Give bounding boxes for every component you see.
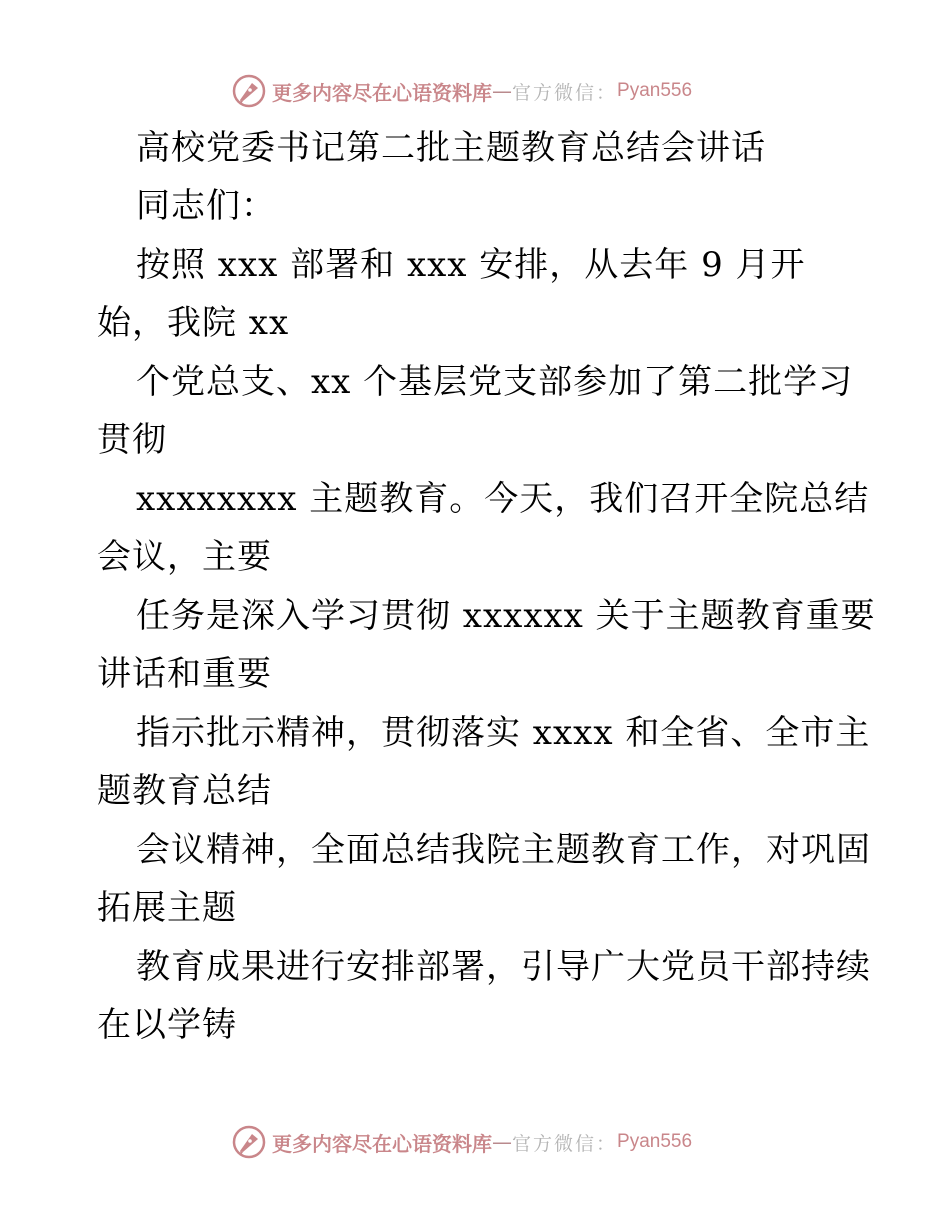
paragraph-line: 按照 xxx 部署和 xxx 安排，从去年 9 月开 (136, 245, 806, 285)
paragraph-line: 会议精神，全面总结我院主题教育工作，对巩固 (136, 830, 871, 870)
header-watermark (232, 74, 692, 108)
watermark-wechat-label: 官方微信： (512, 81, 618, 104)
watermark-wechat-id: Pyan556 (617, 1131, 693, 1152)
paragraph-line: 始，我院 xx (97, 303, 290, 343)
paragraph-line: 题教育总结 (97, 771, 272, 811)
paragraph-line: 任务是深入学习贯彻 xxxxxx 关于主题教育重要 (136, 596, 876, 636)
paragraph-line: 贯彻 (97, 420, 167, 460)
paragraph-line: 会议，主要 (97, 537, 272, 577)
watermark-wechat-label: 官方微信： (512, 1132, 618, 1155)
paragraph-line: 个党总支、xx 个基层党支部参加了第二批学习 (136, 362, 854, 402)
paragraph-line: 指示批示精神，贯彻落实 xxxx 和全省、全市主 (136, 713, 871, 753)
watermark-separator: — (492, 79, 512, 103)
paragraph-line: 教育成果进行安排部署，引导广大党员干部持续 (136, 947, 871, 987)
pen-nib-logo-icon (232, 74, 266, 108)
paragraph-line: 讲话和重要 (97, 654, 272, 694)
watermark-wechat-id: Pyan556 (617, 80, 693, 101)
footer-watermark (232, 1125, 692, 1159)
watermark-brand: 更多内容尽在心语资料库 (272, 1131, 492, 1156)
paragraph-line: 拓展主题 (97, 888, 237, 928)
document-title: 高校党委书记第二批主题教育总结会讲话 (136, 128, 766, 168)
paragraph-line: xxxxxxxx 主题教育。今天，我们召开全院总结 (136, 479, 870, 519)
paragraph-line: 在以学铸 (97, 1005, 237, 1045)
pen-nib-logo-icon (232, 1125, 266, 1159)
watermark-separator: — (492, 1130, 512, 1154)
salutation: 同志们： (136, 186, 276, 226)
watermark-brand: 更多内容尽在心语资料库 (272, 80, 492, 105)
